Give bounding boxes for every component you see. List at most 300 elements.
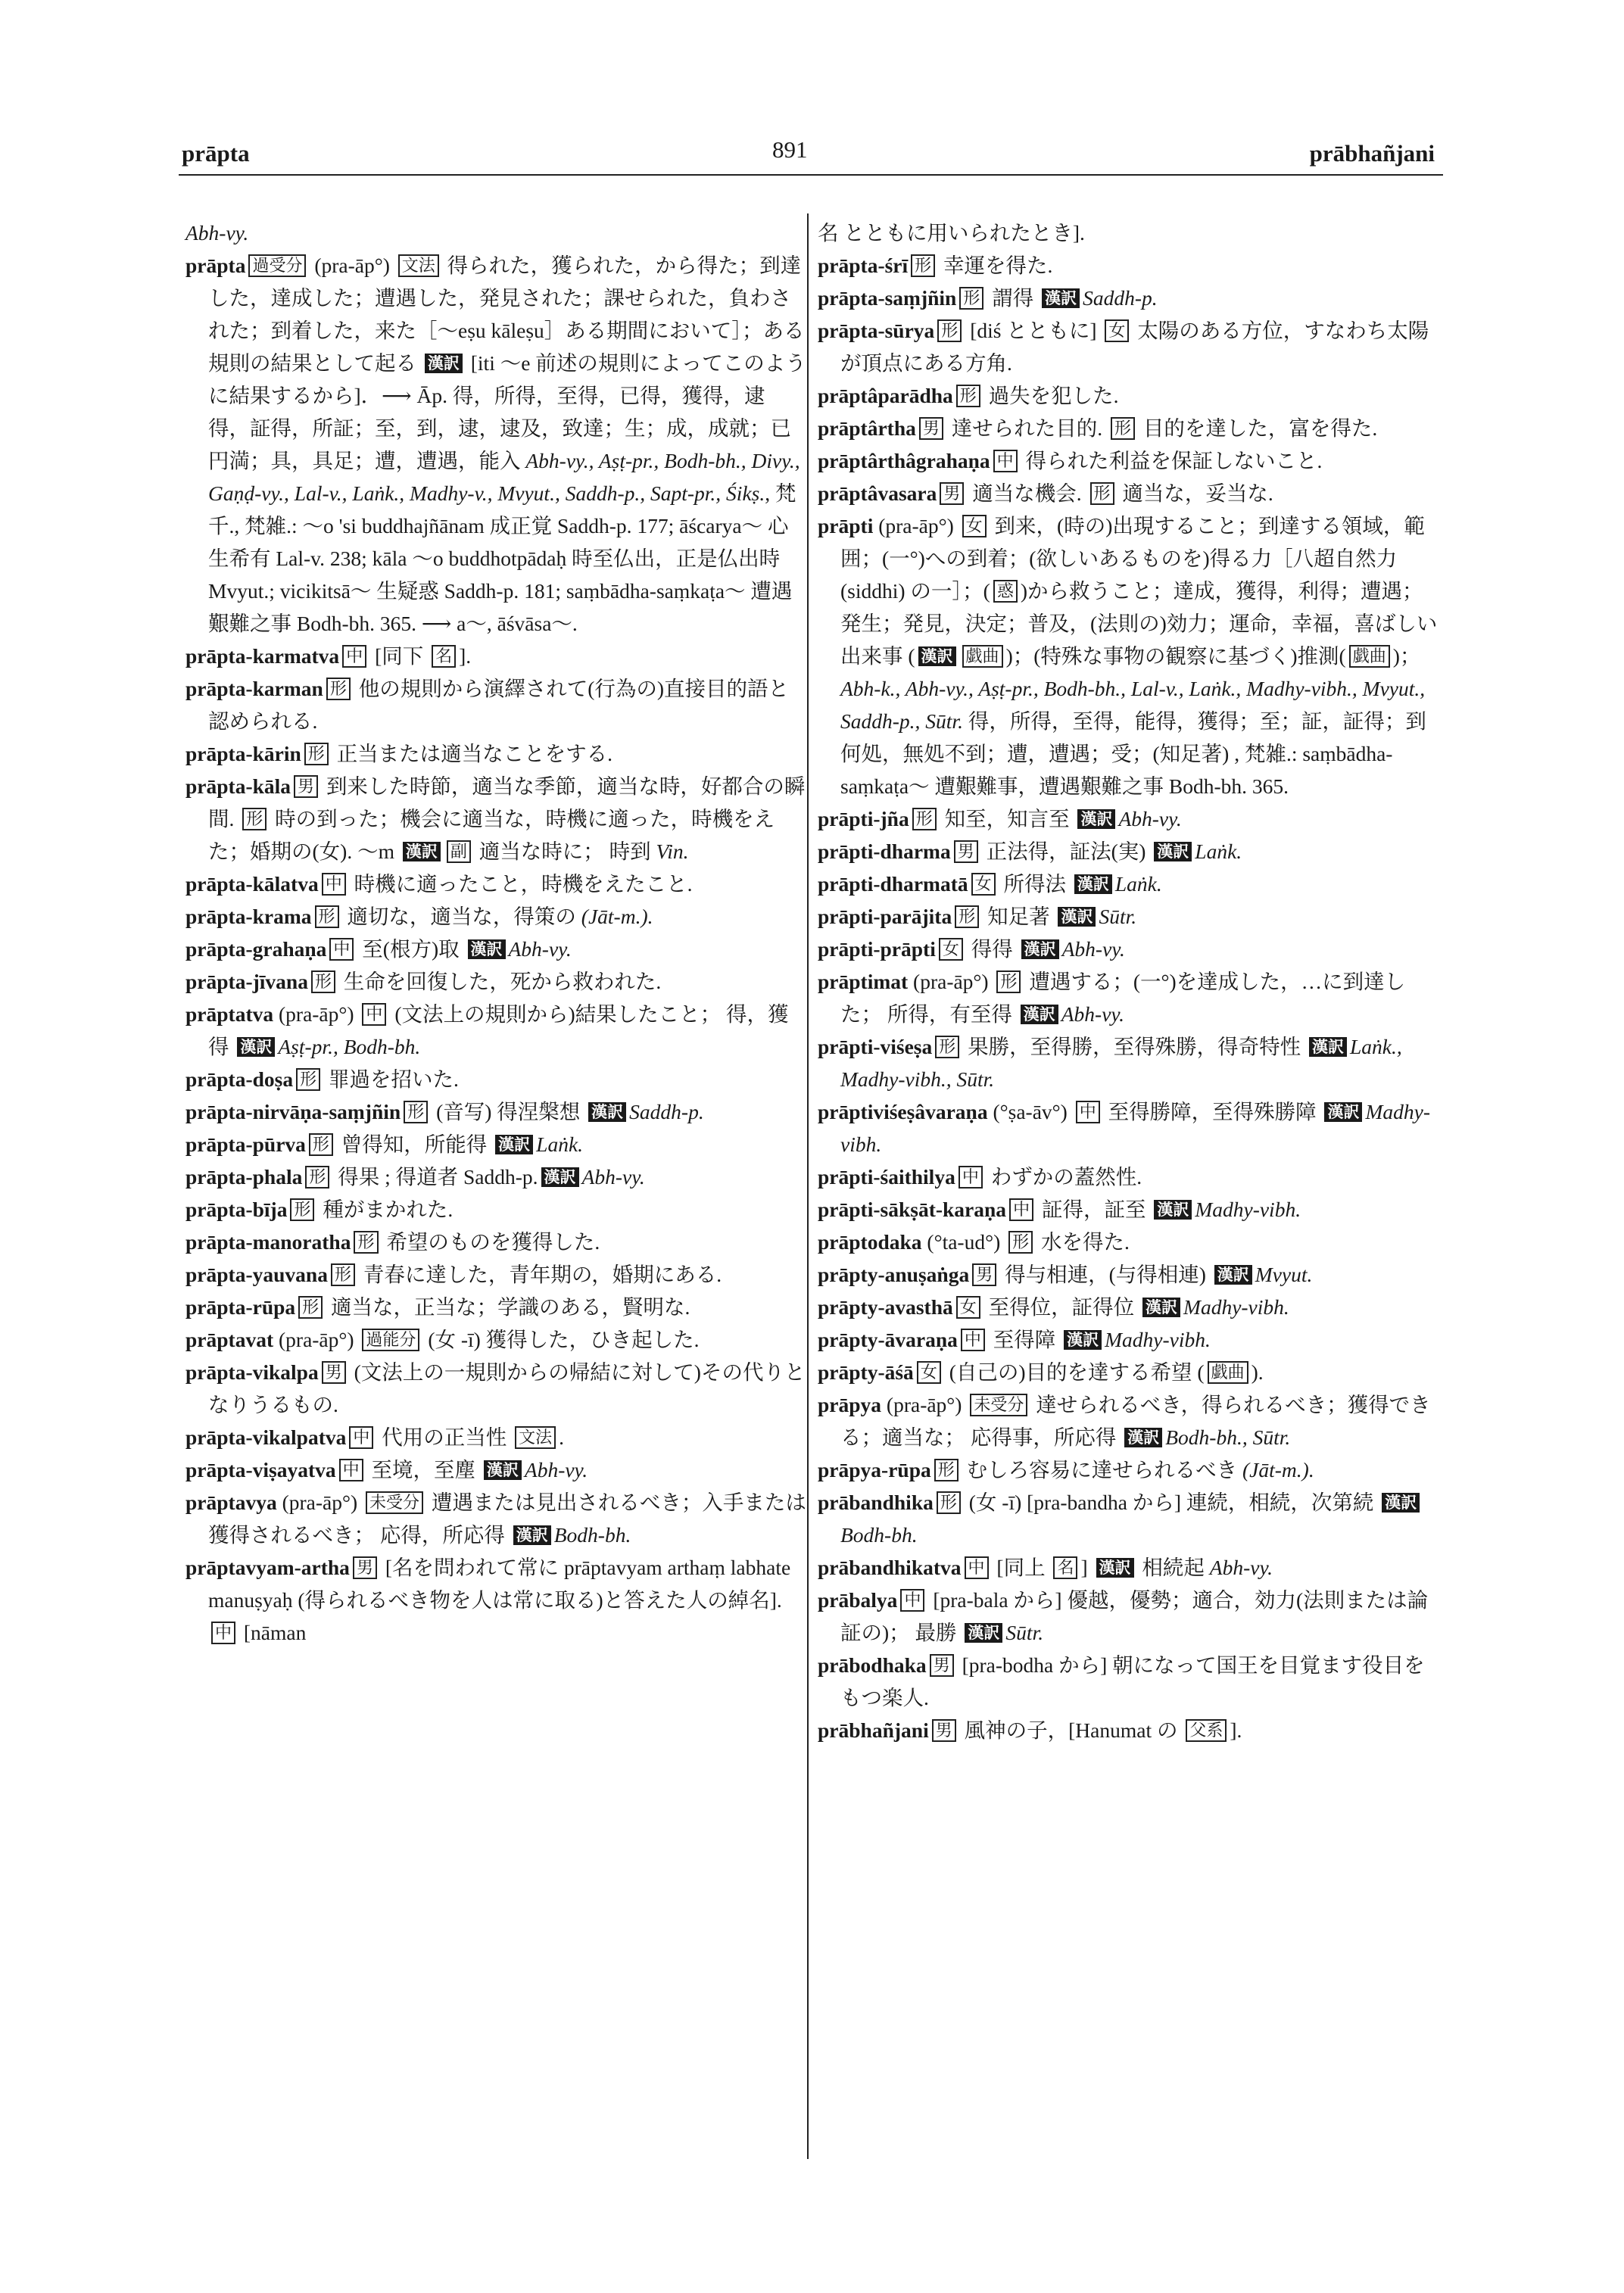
headword: prāpta-grahaṇa (185, 937, 327, 961)
headword: prāpya-rūpa (818, 1458, 931, 1481)
kanyaku-tag: 漢訳 (918, 646, 956, 666)
grammar-tag: 過受分 (248, 254, 306, 277)
headword: prāpta-karman (185, 677, 323, 700)
entry-text: 到来，(時の)出現すること；到達する領域，範囲；(一°)への到着；(欲しいあるものを)得る力［八超自然力 (siddhi) の一］；( (840, 514, 1425, 603)
kanyaku-tag: 漢訳 (1154, 1200, 1192, 1220)
dictionary-entry (185, 900, 806, 933)
headword: prāpta-phala (185, 1165, 303, 1189)
entry-text: (自己の)目的を達する希望 ( (943, 1360, 1205, 1384)
dictionary-entry (818, 1388, 1439, 1453)
grammar-tag: 形 (311, 970, 335, 993)
kanyaku-tag: 漢訳 (1064, 1330, 1102, 1350)
entry-text: 最勝 (909, 1621, 962, 1644)
headword: prāptiviśeṣâvaraṇa (818, 1100, 988, 1123)
grammar-tag: 形 (242, 808, 267, 830)
headword: prāptavyam-artha (185, 1556, 350, 1579)
grammar-tag: 文法 (515, 1426, 556, 1449)
left-column (185, 217, 806, 1649)
grammar-tag: 形 (1008, 1231, 1033, 1254)
entry-text: )； (1392, 644, 1421, 668)
kanyaku-tag: 漢訳 (1382, 1493, 1420, 1513)
headword: prābandhika (818, 1491, 934, 1514)
grammar-tag: 名 (1053, 1556, 1077, 1579)
right-column (818, 217, 1439, 1746)
grammar-tag: 女 (917, 1361, 941, 1384)
entry-text: 至得障 (987, 1328, 1061, 1351)
kanyaku-tag: 漢訳 (965, 1623, 1002, 1643)
headword: prāpta-yauvana (185, 1263, 328, 1286)
headword: prāptimat (818, 970, 909, 993)
dictionary-entry (185, 640, 806, 672)
dictionary-entry (818, 1291, 1439, 1323)
entry-text: (°ṣa-āv°) (987, 1100, 1073, 1123)
headword: prāpta-saṃjñin (818, 286, 957, 310)
dictionary-entry (185, 770, 806, 868)
headword: prāpti-dharma (818, 840, 951, 863)
entry-text: (pra-āp°) (273, 1002, 360, 1026)
entry-text: 到来した時節，適当な季節，適当な時，好都合の瞬間. (208, 774, 806, 830)
grammar-tag: 形 (331, 1263, 355, 1286)
entry-text: (pra-āp°) (309, 254, 395, 277)
dictionary-entry (818, 1649, 1439, 1714)
headword: prāpty-āvaraṇa (818, 1328, 958, 1351)
headword: prāpti-viśeṣa (818, 1035, 933, 1058)
dictionary-entry (185, 933, 806, 965)
headword: prāptâparādha (818, 384, 953, 407)
entry-text: (pra-āp°) (873, 514, 959, 537)
entry-text: 所得法 (998, 872, 1071, 896)
kanyaku-tag: 漢訳 (1324, 1102, 1362, 1122)
dictionary-entry (185, 249, 806, 640)
kanyaku-tag: 漢訳 (1096, 1558, 1134, 1578)
grammar-tag: 形 (315, 905, 339, 928)
citation: Bodh-bh. (840, 1523, 918, 1547)
entry-text: 時の到った；機会に適当な，時機に適った，時機をえた；婚期の(女). ～m (208, 807, 775, 863)
dictionary-entry (818, 1095, 1439, 1161)
dictionary-entry (818, 1258, 1439, 1291)
dictionary-entry (818, 249, 1439, 282)
dictionary-entry (185, 998, 806, 1063)
grammar-tag: 中 (965, 1556, 989, 1579)
grammar-tag: 中 (362, 1003, 386, 1026)
grammar-tag: 中 (349, 1426, 373, 1449)
citation: Abh-vy., Aṣṭ-pr., Bodh-bh., Divy., Gaṇḍ-vy., Lal-v., Laṅk., Madhy-v., Mvyut., Saddh-p., Sapt-pr., Śikṣ. (208, 449, 800, 505)
grammar-tag: 形 (955, 905, 979, 928)
citation: Vin. (656, 840, 689, 863)
entry-text: (音写) 得涅槃想 (431, 1100, 586, 1123)
entry-text: 至得勝障，至得殊勝障 (1102, 1100, 1322, 1123)
entry-text: 希望のものを獲得した. (381, 1230, 600, 1254)
grammar-tag: 男 (919, 417, 943, 440)
grammar-tag: 形 (937, 1491, 961, 1514)
kanyaku-tag: 漢訳 (403, 842, 441, 861)
entry-text: [nāman (238, 1621, 307, 1644)
entry-text: わずかの蓋然性. (985, 1165, 1142, 1189)
headword: prāpta-nirvāṇa-saṃjñin (185, 1100, 401, 1123)
kanyaku-tag: 漢訳 (1142, 1298, 1180, 1317)
grammar-tag: 中 (1076, 1101, 1100, 1123)
headword: prāpti-śaithilya (818, 1165, 955, 1189)
grammar-tag: 男 (932, 1719, 956, 1742)
dictionary-entry (185, 737, 806, 770)
citation: Bodh-bh. (553, 1523, 631, 1547)
headword: prāpta-kāla (185, 774, 291, 798)
dictionary-entry (185, 672, 806, 737)
entry-text: 知至，知言至 (939, 807, 1075, 830)
citation: Abh-k., Abh-vy., Aṣṭ-pr., Bodh-bh., Lal-v., Laṅk., Madhy-vibh., Mvyut., Saddh-p., Sūtr. (840, 677, 1426, 733)
dictionary-entry (185, 217, 806, 249)
entry-text: 至得位，証得位 (983, 1295, 1140, 1319)
dictionary-entry (185, 1323, 806, 1356)
grammar-tag: 名 (432, 645, 456, 668)
entry-text: [同下 (369, 644, 429, 668)
citation: Madhy-vibh. (1105, 1328, 1211, 1351)
citation: Madhy-vibh. (840, 1100, 1430, 1156)
grammar-tag: 形 (937, 319, 962, 342)
kanyaku-tag: 漢訳 (1154, 842, 1192, 861)
running-head-left: prāpta (182, 140, 250, 167)
headword: prāpta-pūrva (185, 1132, 306, 1156)
grammar-tag: 中 (342, 645, 366, 668)
headword: prāpta-kārin (185, 742, 301, 765)
entry-text: 過失を犯した. (983, 384, 1119, 407)
grammar-tag: 中 (1009, 1198, 1033, 1221)
headword: prāpti-dharmatā (818, 872, 968, 896)
grammar-tag: 未受分 (366, 1491, 423, 1514)
grammar-tag: 女 (1105, 319, 1129, 342)
grammar-tag: 未受分 (970, 1394, 1027, 1416)
citation: Mvyut. (1255, 1263, 1313, 1286)
dictionary-entry (818, 802, 1439, 835)
grammar-tag: 形 (326, 678, 351, 700)
grammar-tag: 形 (1090, 482, 1114, 505)
entry-text: (pra-āp°) (881, 1393, 968, 1416)
headword: prāptodaka (818, 1230, 922, 1254)
entry-text: 正当または適当なことをする. (331, 742, 613, 765)
entry-text: ). (1251, 1360, 1264, 1384)
dictionary-entry (818, 1161, 1439, 1193)
dictionary-entry (818, 868, 1439, 900)
dictionary-entry (185, 1063, 806, 1095)
column-divider (807, 213, 809, 2159)
entry-text: 得，所得，至得，能得，獲得；至；証，証得；到何処，無処不到；遭，遭遇；受；(知足著) (840, 709, 1426, 765)
kanyaku-tag: 漢訳 (1309, 1037, 1347, 1057)
grammar-tag: 形 (296, 1068, 320, 1091)
citation: Laṅk. (536, 1132, 584, 1156)
citation: Bodh-bh., Sūtr. (1165, 1425, 1291, 1449)
dictionary-entry (818, 477, 1439, 509)
grammar-tag: 男 (294, 775, 318, 798)
entry-text: 適当な，正当な；学識のある，賢明な. (326, 1295, 690, 1319)
grammar-tag: 男 (930, 1654, 954, 1677)
kanyaku-tag: 漢訳 (468, 939, 506, 959)
kanyaku-tag: 漢訳 (1124, 1428, 1162, 1447)
header-rule (179, 174, 1443, 176)
citation: (Jāt-m.). (1242, 1458, 1314, 1481)
running-head-right: prābhañjani (1309, 140, 1435, 167)
entry-text: ; 得道者 Saddh-p. (385, 1165, 538, 1189)
dictionary-entry (818, 933, 1439, 965)
citation: Saddh-p. (629, 1100, 704, 1123)
grammar-tag: 形 (935, 1036, 959, 1058)
headword: prāptavat (185, 1328, 274, 1351)
headword: prāpta-krama (185, 905, 312, 928)
kanyaku-tag: 漢訳 (1214, 1265, 1252, 1285)
entry-text: 応得事，所応得 (965, 1425, 1122, 1449)
entry-text: [pra-bodha から] 朝になって国王を目覚ます役目をもつ楽人. (840, 1653, 1425, 1709)
grammar-tag: 過能分 (362, 1329, 419, 1351)
dictionary-entry (185, 1095, 806, 1128)
headword: prāpti-sākṣāt-karaṇa (818, 1198, 1007, 1221)
kanyaku-tag: 漢訳 (588, 1102, 626, 1122)
headword: prāptârtha (818, 416, 916, 440)
grammar-tag: 中 (900, 1589, 924, 1612)
grammar-tag: 女 (956, 1296, 980, 1319)
entry-text: 適当な，妥当な. (1117, 481, 1273, 505)
headword: prāptatva (185, 1002, 274, 1026)
citation: Madhy-vibh. (1183, 1295, 1289, 1319)
grammar-tag: 惑 (993, 580, 1018, 603)
dictionary-entry (185, 1453, 806, 1486)
dictionary-entry (185, 1356, 806, 1421)
entry-text: 得られた，獲られた，から得た；到達した，達成した；遭遇した，発見された；課せられた，負わされた；到着した，来た［～eṣu kāleṣu］ある期間において］；ある規則の結果として起る (208, 254, 805, 375)
headword: prāpta-bīja (185, 1198, 288, 1221)
entry-text: 時到 (603, 840, 656, 863)
entry-text: 達せられるべき，得られるべき；獲得できる；適当な； (840, 1393, 1431, 1449)
entry-text: (pra-āp°) (908, 970, 994, 993)
dictionary-entry (818, 1714, 1439, 1746)
grammar-tag: 男 (940, 482, 964, 505)
dictionary-entry (185, 965, 806, 998)
kanyaku-tag: 漢訳 (1021, 939, 1059, 959)
entry-text: 応得，所応得 (375, 1523, 510, 1547)
grammar-tag: 形 (1111, 417, 1135, 440)
headword: prāpta (185, 254, 246, 277)
headword: prāptâvasara (818, 481, 937, 505)
entry-text: 相続起 (1136, 1556, 1210, 1579)
entry-text: [iti ～e 前述の規則によってこのように結果するから]．⟶ Āp. (208, 351, 806, 407)
headword: prāpta-viṣayatva (185, 1458, 336, 1481)
entry-text: 得果 (332, 1165, 385, 1189)
headword: prāpta-vikalpatva (185, 1425, 347, 1449)
headword: prābodhaka (818, 1653, 927, 1677)
grammar-tag: 副 (447, 840, 471, 863)
grammar-tag: 女 (962, 515, 987, 537)
grammar-tag: 戯曲 (962, 645, 1003, 668)
citation: Laṅk., Madhy-vibh., Sūtr. (840, 1035, 1402, 1091)
dictionary-entry (185, 1258, 806, 1291)
grammar-tag: 形 (304, 743, 329, 765)
grammar-tag: 形 (305, 1166, 329, 1189)
grammar-tag: 中 (329, 938, 354, 961)
entry-text: 適当な機会. (967, 481, 1087, 505)
entry-text: )；(特殊な事物の観察に基づく)推測( (1005, 644, 1346, 668)
kanyaku-tag: 漢訳 (495, 1135, 533, 1154)
entry-text: 適当な時に； (473, 840, 604, 863)
entry-text: (pra-āp°) (273, 1328, 360, 1351)
citation: Sūtr. (1005, 1621, 1044, 1644)
entry-text: 連続，相続，次第続 (1186, 1491, 1379, 1514)
kanyaku-tag: 漢訳 (541, 1167, 579, 1187)
dictionary-entry (818, 509, 1439, 802)
entry-text: 至(根方)取 (357, 937, 465, 961)
citation: Abh-vy. (581, 1165, 645, 1189)
kanyaku-tag: 漢訳 (484, 1460, 522, 1480)
grammar-tag: 中 (322, 873, 346, 896)
dictionary-entry (818, 282, 1439, 314)
grammar-tag: 男 (322, 1361, 346, 1384)
grammar-tag: 女 (971, 873, 996, 896)
entry-text: 達せられた目的. (946, 416, 1108, 440)
entry-text: 得，所得，至得，已得，獲得，逮得，証得，所証；至，到，逮，逮及，致達；生；成，成就；已円満；具，具足；遭，遭遇，能入 (208, 384, 791, 472)
entry-text: 証得，証至 (1036, 1198, 1152, 1221)
entry-text: 水を得た. (1036, 1230, 1130, 1254)
headword: prāpty-āśā (818, 1360, 914, 1384)
dictionary-entry (818, 900, 1439, 933)
entry-text: 至境，至塵 (366, 1458, 481, 1481)
entry-text: (文法上の一規則からの帰結に対して)その代りとなりうるもの. (208, 1360, 806, 1416)
entry-text: 得得 (965, 937, 1018, 961)
entry-text: (°ta-ud°) (921, 1230, 1006, 1254)
dictionary-entry (185, 1421, 806, 1453)
entry-text: 適切な，適当な，得策の (341, 905, 581, 928)
entry-text: 他の規則から演繹されて(行為の)直接目的語と認められる. (208, 677, 790, 733)
dictionary-entry (818, 1486, 1439, 1551)
entry-text: [同上 (991, 1556, 1051, 1579)
dictionary-entry (818, 444, 1439, 477)
dictionary-entry (818, 835, 1439, 868)
headword: prāpta-śrī (818, 254, 909, 277)
dictionary-entry (818, 217, 1439, 249)
headword: prāpty-avasthā (818, 1295, 953, 1319)
headword: prāpti-jña (818, 807, 909, 830)
entry-text: 正法得，証法(実) (980, 840, 1152, 863)
grammar-tag: 形 (996, 970, 1021, 993)
citation: (Jāt-m.). (581, 905, 653, 928)
dictionary-entry (185, 868, 806, 900)
entry-text: 罪過を招いた. (323, 1067, 459, 1091)
entry-text: 風神の子，[Hanumat の (959, 1718, 1183, 1742)
headword: prābandhikatva (818, 1556, 962, 1579)
citation: Laṅk. (1195, 840, 1242, 863)
entry-text: 得，獲得 (208, 1002, 789, 1058)
entry-text: . (559, 1425, 565, 1449)
dictionary-entry (185, 1193, 806, 1226)
grammar-tag: 形 (956, 385, 980, 407)
grammar-tag: 男 (954, 840, 978, 863)
entry-text: 果勝，至得勝，至得殊勝，得奇特性 (962, 1035, 1307, 1058)
citation: Abh-vy. (524, 1458, 588, 1481)
dictionary-entry (818, 1551, 1439, 1584)
entry-text: , 梵千., 梵雑.: ～o 'si buddhajñānam 成正覚 Saddh-p. 177; āścarya～ 心生希有 Lal-v. 238; kāla ～o buddhotpādaḥ 時至仏出，正是仏出時 Mvyut.; vicikitsā～ 生疑惑 Saddh-p. 181; saṃbādha-saṃkaṭa～ 遭遇艱難之事 Bodh-bh. 365. ⟶ a～, āśvāsa～. (208, 481, 796, 635)
dictionary-entry (818, 314, 1439, 379)
grammar-tag: 中 (959, 1166, 983, 1189)
dictionary-entry (818, 1323, 1439, 1356)
entry-text: 生命を回復した，死から救われた. (338, 970, 662, 993)
entry-text: (pra-āp°) (276, 1491, 363, 1514)
headword: prāptârthâgrahaṇa (818, 449, 990, 472)
citation: Aṣṭ-pr., Bodh-bh. (278, 1035, 421, 1058)
kanyaku-tag: 漢訳 (237, 1037, 275, 1057)
grammar-tag: 形 (309, 1133, 333, 1156)
dictionary-entry (818, 1030, 1439, 1095)
citation: Madhy-vibh. (1195, 1198, 1301, 1221)
headword: prāptavya (185, 1491, 277, 1514)
dictionary-entry (818, 1356, 1439, 1388)
entry-text: (女 -ī) [pra-bandha から] (963, 1491, 1186, 1514)
grammar-tag: 文法 (398, 254, 439, 277)
kanyaku-tag: 漢訳 (1058, 907, 1096, 927)
headword: prāpta-vikalpa (185, 1360, 319, 1384)
dictionary-entry (818, 1584, 1439, 1649)
entry-text: 謂得 (987, 286, 1040, 310)
grammar-tag: 形 (298, 1296, 323, 1319)
headword: prāpty-anuṣaṅga (818, 1263, 970, 1286)
dictionary-entry (818, 1453, 1439, 1486)
grammar-tag: 中 (211, 1622, 235, 1644)
headword: prāpta-karmatva (185, 644, 340, 668)
entry-text: 幸運を得た. (938, 254, 1053, 277)
entry-text: [pra-bala から] 優越，優勢；適合，効力(法則または論証の)； (840, 1588, 1429, 1644)
grammar-tag: 父系 (1186, 1719, 1227, 1742)
citation: Abh-vy. (1209, 1556, 1273, 1579)
entry-text: ]. (1230, 1718, 1242, 1742)
citation: Sūtr. (1099, 905, 1137, 928)
entry-text: )から救うこと；達成，獲得，利得；遭遇；発生；発見，決定；普及，(法則の)効力；運命，幸福，喜ばしい出来事 ( (840, 579, 1438, 668)
citation: Abh-vy. (508, 937, 572, 961)
grammar-tag: 形 (911, 254, 935, 277)
grammar-tag: 女 (939, 938, 963, 961)
entry-text: 遭遇する；(一°)を達成した，…に到達した； (840, 970, 1406, 1026)
entry-text: Abh-vy. (185, 221, 249, 245)
entry-text: 遭遇または見出されるべき；入手または獲得されるべき； (208, 1491, 806, 1547)
grammar-tag: 男 (353, 1556, 377, 1579)
entry-text: 青春に達した，青年期の，婚期にある. (357, 1263, 722, 1286)
dictionary-entry (185, 1128, 806, 1161)
headword: prābhañjani (818, 1718, 929, 1742)
headword: prāpti-prāpti (818, 937, 936, 961)
dictionary-entry (185, 1551, 806, 1649)
entry-text: , 梵雑.: saṃbādha-saṃkaṭa～ 遭艱難事，遭遇艱難之事 Bodh-bh. 365. (840, 742, 1393, 798)
dictionary-entry (185, 1161, 806, 1193)
dictionary-entry (185, 1291, 806, 1323)
dictionary-entry (818, 1226, 1439, 1258)
kanyaku-tag: 漢訳 (425, 354, 463, 373)
grammar-tag: 中 (993, 450, 1018, 472)
headword: prāpta-jīvana (185, 970, 308, 993)
headword: prāpta-rūpa (185, 1295, 296, 1319)
grammar-tag: 戯曲 (1208, 1361, 1248, 1384)
entry-text: [diś とともに] (965, 319, 1102, 342)
kanyaku-tag: 漢訳 (1021, 1005, 1058, 1024)
citation: Abh-vy. (1061, 1002, 1124, 1026)
kanyaku-tag: 漢訳 (513, 1525, 551, 1545)
kanyaku-tag: 漢訳 (1042, 288, 1080, 308)
citation: Abh-vy. (1061, 937, 1125, 961)
entry-text: 所得，有至得 (882, 1002, 1018, 1026)
kanyaku-tag: 漢訳 (1077, 809, 1115, 829)
grammar-tag: 戯曲 (1349, 645, 1390, 668)
entry-text: (文法上の規則から)結果したこと； (389, 1002, 722, 1026)
entry-text: 種がまかれた. (317, 1198, 454, 1221)
headword: prāpti-parājita (818, 905, 952, 928)
dictionary-entry (818, 1193, 1439, 1226)
entry-text: 目的を達した，富を得た. (1138, 416, 1378, 440)
headword: prāpya (818, 1393, 882, 1416)
grammar-tag: 形 (404, 1101, 428, 1123)
headword: prāpta-doṣa (185, 1067, 294, 1091)
headword: prāpta-sūrya (818, 319, 935, 342)
